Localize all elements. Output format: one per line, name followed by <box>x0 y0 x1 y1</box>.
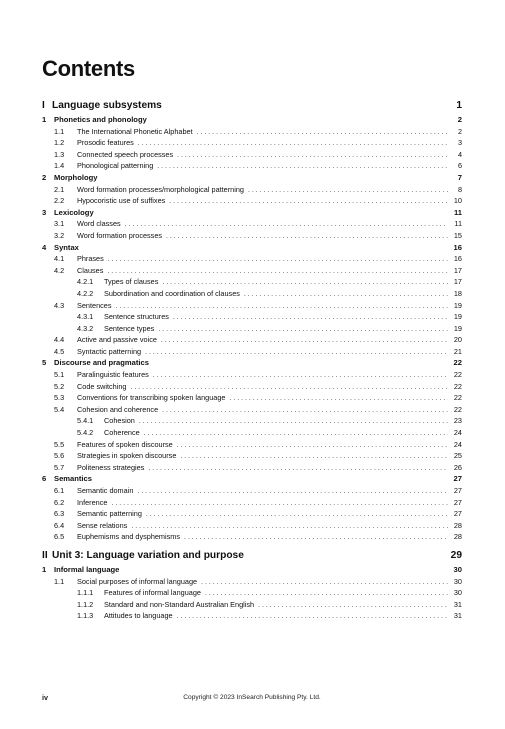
toc-entry-number: 5.3 <box>54 393 65 403</box>
toc-entry-label: Hypocoristic use of suffixes <box>77 196 166 206</box>
toc-entry-sub[interactable] <box>42 587 462 599</box>
toc-entry-number: 3.2 <box>54 230 65 240</box>
toc-entry-label: Sense relations <box>77 520 128 530</box>
toc-entry-part[interactable] <box>42 548 462 564</box>
toc-entry-sec[interactable] <box>42 450 462 462</box>
toc-entry-chap[interactable] <box>42 172 462 184</box>
toc-entry-sub[interactable] <box>42 610 462 622</box>
toc-entry-page: 22 <box>453 358 462 368</box>
toc-entry-sec[interactable] <box>42 195 462 207</box>
toc-entry-page: 24 <box>453 428 462 438</box>
toc-entry-sec[interactable] <box>42 381 462 393</box>
toc-entry-page: 31 <box>453 611 462 621</box>
toc-entry-number: 1.1 <box>54 576 65 586</box>
toc-entry-chap[interactable] <box>42 564 462 576</box>
toc-entry-sec[interactable] <box>42 137 462 149</box>
toc-entry-sec[interactable] <box>42 531 462 543</box>
toc-entry-sec[interactable] <box>42 369 462 381</box>
toc-entry-number: 6.2 <box>54 497 65 507</box>
toc-entry-number: 4.3 <box>54 300 65 310</box>
toc-entry-sec[interactable] <box>42 462 462 474</box>
toc-entry-label: Features of spoken discourse <box>77 439 173 449</box>
toc-entry-label: Semantic domain <box>77 486 134 495</box>
toc-entry-chap[interactable] <box>42 207 462 219</box>
toc-entry-sec[interactable] <box>42 160 462 172</box>
toc-entry-page: 23 <box>453 416 462 426</box>
toc-entry-sec[interactable] <box>42 253 462 265</box>
toc-entry-page: 7 <box>457 172 462 182</box>
toc-entry-number: 4.4 <box>54 335 65 345</box>
toc-entry-label: Paralinguistic features <box>77 370 149 380</box>
toc-entry-label: Code switching <box>77 381 127 391</box>
toc-entry-label: Syntactic patterning <box>77 346 142 356</box>
toc-entry-number: 5.6 <box>54 451 65 461</box>
toc-entry-label: Social purposes of informal language <box>77 576 198 586</box>
toc-entry-page: 30 <box>453 564 462 574</box>
toc-entry-label: Discourse and pragmatics <box>54 358 149 368</box>
toc-entry-page: 25 <box>453 451 462 461</box>
toc-entry-sec[interactable] <box>42 149 462 161</box>
toc-entry-page: 4 <box>457 149 462 159</box>
toc-entry-sec[interactable] <box>42 346 462 358</box>
toc-entry-sub[interactable] <box>42 323 462 335</box>
toc-entry-label: Conventions for transcribing spoken language <box>77 393 226 403</box>
toc-entry-number: I <box>42 100 45 111</box>
toc-entry-chap[interactable] <box>42 114 462 126</box>
toc-entry-label: Attitudes to language <box>104 611 173 621</box>
page-title: Contents <box>42 56 135 81</box>
toc-entry-number: 5.7 <box>54 462 65 472</box>
toc-entry-page: 22 <box>453 404 462 414</box>
toc-entry-page: 26 <box>453 462 462 472</box>
toc-entry-number: 6 <box>42 474 47 484</box>
toc-entry-number: 6.5 <box>54 532 65 542</box>
toc-entry-sec[interactable] <box>42 392 462 404</box>
toc-entry-sec[interactable] <box>42 497 462 509</box>
toc-entry-number: 4.3.2 <box>77 323 94 333</box>
toc-entry-number: 4.2 <box>54 265 65 275</box>
toc-entry-number: 2.1 <box>54 184 65 194</box>
footer-page-number: iv <box>42 693 48 702</box>
toc-entry-label: Language subsystems <box>52 100 162 111</box>
toc-entry-sec[interactable] <box>42 230 462 242</box>
toc-entry-number: 6.3 <box>54 509 65 519</box>
toc-entry-label: Clauses <box>77 265 104 275</box>
toc-entry-label: Phrases <box>77 254 104 264</box>
toc-entry-page: 19 <box>453 323 462 333</box>
toc-entry-page: 19 <box>453 312 462 322</box>
toc-entry-number: 5.1 <box>54 370 65 380</box>
toc-entry-label: Sentence types <box>104 323 155 333</box>
toc-entry-number: 1 <box>42 564 47 574</box>
toc-entry-label: Word formation processes/morphological patterning <box>77 184 244 194</box>
toc-entry-label: Sentences <box>77 300 112 310</box>
toc-entry-sec[interactable] <box>42 508 462 520</box>
toc-entry-page: 27 <box>453 474 462 484</box>
toc-entry-page: 19 <box>453 300 462 310</box>
toc-entry-page: 28 <box>453 532 462 542</box>
toc-entry-number: 5.4.2 <box>77 428 94 438</box>
toc-entry-page: 22 <box>453 393 462 403</box>
toc-entry-page: 3 <box>457 138 462 148</box>
toc-entry-number: 4.5 <box>54 346 65 356</box>
toc-entry-number: 1.1 <box>54 126 65 136</box>
toc-entry-label: Connected speech processes <box>77 149 174 159</box>
toc-entry-label: Types of clauses <box>104 277 159 287</box>
toc-entry-page: 16 <box>453 242 462 252</box>
toc-entry-number: 5.5 <box>54 439 65 449</box>
toc-entry-number: 2 <box>42 172 47 182</box>
toc-entry-sec[interactable] <box>42 126 462 138</box>
toc-entry-part[interactable] <box>42 98 462 114</box>
toc-entry-label: Strategies in spoken discourse <box>77 451 177 461</box>
toc-entry-label: Inference <box>77 497 108 507</box>
toc-entry-page: 30 <box>453 588 462 598</box>
toc-entry-page: 24 <box>453 439 462 449</box>
toc-entry-sec[interactable] <box>42 184 462 196</box>
toc-entry-label: Features of informal language <box>104 588 201 598</box>
toc-entry-label: Unit 3: Language variation and purpose <box>52 549 244 561</box>
toc-entry-number: 4.1 <box>54 254 65 264</box>
toc-entry-label: Subordination and coordination of clauses <box>104 288 240 298</box>
toc-entry-number: 1.4 <box>54 161 65 171</box>
toc-entry-page: 22 <box>453 381 462 391</box>
toc-entry-page: 28 <box>453 520 462 530</box>
toc-entry-number: 5.4 <box>54 404 65 414</box>
toc-entry-label: Semantics <box>54 474 92 484</box>
toc-entry-label: Cohesion <box>104 416 135 426</box>
toc-entry-label: Politeness strategies <box>77 462 145 472</box>
toc-entry-number: 6.4 <box>54 520 65 530</box>
toc-entry-label: Cohesion and coherence <box>77 404 159 414</box>
toc-entry-page: 30 <box>453 576 462 586</box>
toc-entry-sec[interactable] <box>42 404 462 416</box>
toc-entry-label: Lexicology <box>54 207 94 217</box>
toc-entry-number: 1.3 <box>54 149 65 159</box>
toc-entry-sec[interactable] <box>42 485 462 497</box>
toc-entry-sec[interactable] <box>42 334 462 346</box>
toc-entry-sec[interactable] <box>42 576 462 588</box>
toc-entry-number: 3.1 <box>54 219 65 229</box>
toc-entry-chap[interactable] <box>42 242 462 254</box>
toc-entry-page: 11 <box>453 207 462 217</box>
toc-entry-number: II <box>42 549 48 561</box>
toc-entry-sub[interactable] <box>42 415 462 427</box>
toc-entry-page: 8 <box>457 184 462 194</box>
toc-entry-sec[interactable] <box>42 300 462 312</box>
toc-dot-leader <box>177 611 448 623</box>
toc-entry-page: 20 <box>453 335 462 345</box>
toc-entry-page: 15 <box>453 230 462 240</box>
toc-entry-number: 1.2 <box>54 138 65 148</box>
toc-entry-sub[interactable] <box>42 427 462 439</box>
toc-entry-chap[interactable] <box>42 473 462 485</box>
toc-entry-number: 1 <box>42 115 47 124</box>
toc-entry-number: 4.3.1 <box>77 312 94 322</box>
toc-entry-number: 5.2 <box>54 381 65 391</box>
toc-entry-label: Phonetics and phonology <box>54 115 147 124</box>
toc-entry-sec[interactable] <box>42 218 462 230</box>
toc-entry-label: Informal language <box>54 564 120 574</box>
toc-entry-page: 10 <box>453 196 462 206</box>
toc-entry-label: Semantic patterning <box>77 509 142 519</box>
toc-entry-label: Coherence <box>104 428 140 438</box>
toc-entry-number: 6.1 <box>54 486 65 495</box>
toc-entry-number: 5.4.1 <box>77 416 94 426</box>
toc-entry-page: 21 <box>453 346 462 356</box>
toc-entry-label: Sentence structures <box>104 312 169 322</box>
toc-entry-number: 2.2 <box>54 196 65 206</box>
toc-entry-page: 1 <box>456 100 462 111</box>
toc-entry-page: 17 <box>453 277 462 287</box>
toc-entry-page: 27 <box>453 486 462 495</box>
toc-entry-page: 31 <box>453 599 462 609</box>
toc-entry-label: Morphology <box>54 172 98 182</box>
toc-entry-page: 11 <box>454 219 462 229</box>
toc-entry-page: 27 <box>453 509 462 519</box>
toc-entry-page: 27 <box>453 497 462 507</box>
toc-entry-number: 5 <box>42 358 47 368</box>
toc-entry-page: 29 <box>450 549 462 561</box>
toc-entry-label: Prosodic features <box>77 138 134 148</box>
footer-copyright: Copyright © 2023 InSearch Publishing Pty. Ltd. <box>183 694 321 701</box>
toc-entry-label: Syntax <box>54 242 79 252</box>
toc-entry-label: Phonological patterning <box>77 161 154 171</box>
toc-entry-page: 16 <box>453 254 462 264</box>
toc-entry-page: 6 <box>457 161 462 171</box>
toc-entry-number: 1.1.2 <box>77 599 94 609</box>
table-of-contents <box>42 98 462 622</box>
toc-entry-page: 22 <box>453 370 462 380</box>
toc-entry-label: Word formation processes <box>77 230 163 240</box>
toc-entry-number: 1.1.1 <box>77 588 94 598</box>
toc-entry-number: 4.2.2 <box>77 288 94 298</box>
toc-entry-number: 4 <box>42 242 47 252</box>
toc-entry-number: 4.2.1 <box>77 277 94 287</box>
toc-entry-number: 3 <box>42 207 47 217</box>
toc-entry-sec[interactable] <box>42 439 462 451</box>
toc-entry-sub[interactable] <box>42 276 462 288</box>
toc-dot-leader <box>184 532 448 544</box>
toc-entry-chap[interactable] <box>42 357 462 369</box>
toc-entry-label: Euphemisms and dysphemisms <box>77 532 181 542</box>
page-footer <box>42 692 462 704</box>
toc-entry-page: 2 <box>457 115 462 124</box>
toc-entry-sub[interactable] <box>42 288 462 300</box>
toc-entry-sub[interactable] <box>42 599 462 611</box>
toc-entry-sec[interactable] <box>42 265 462 277</box>
toc-entry-label: The International Phonetic Alphabet <box>77 126 193 136</box>
toc-entry-label: Standard and non-Standard Australian English <box>104 599 255 609</box>
toc-entry-sec[interactable] <box>42 520 462 532</box>
toc-entry-sub[interactable] <box>42 311 462 323</box>
toc-entry-page: 2 <box>457 126 462 136</box>
toc-entry-label: Word classes <box>77 219 121 229</box>
toc-entry-label: Active and passive voice <box>77 335 157 345</box>
toc-entry-number: 1.1.3 <box>77 611 94 621</box>
toc-entry-page: 18 <box>453 288 462 298</box>
toc-entry-page: 17 <box>453 265 462 275</box>
